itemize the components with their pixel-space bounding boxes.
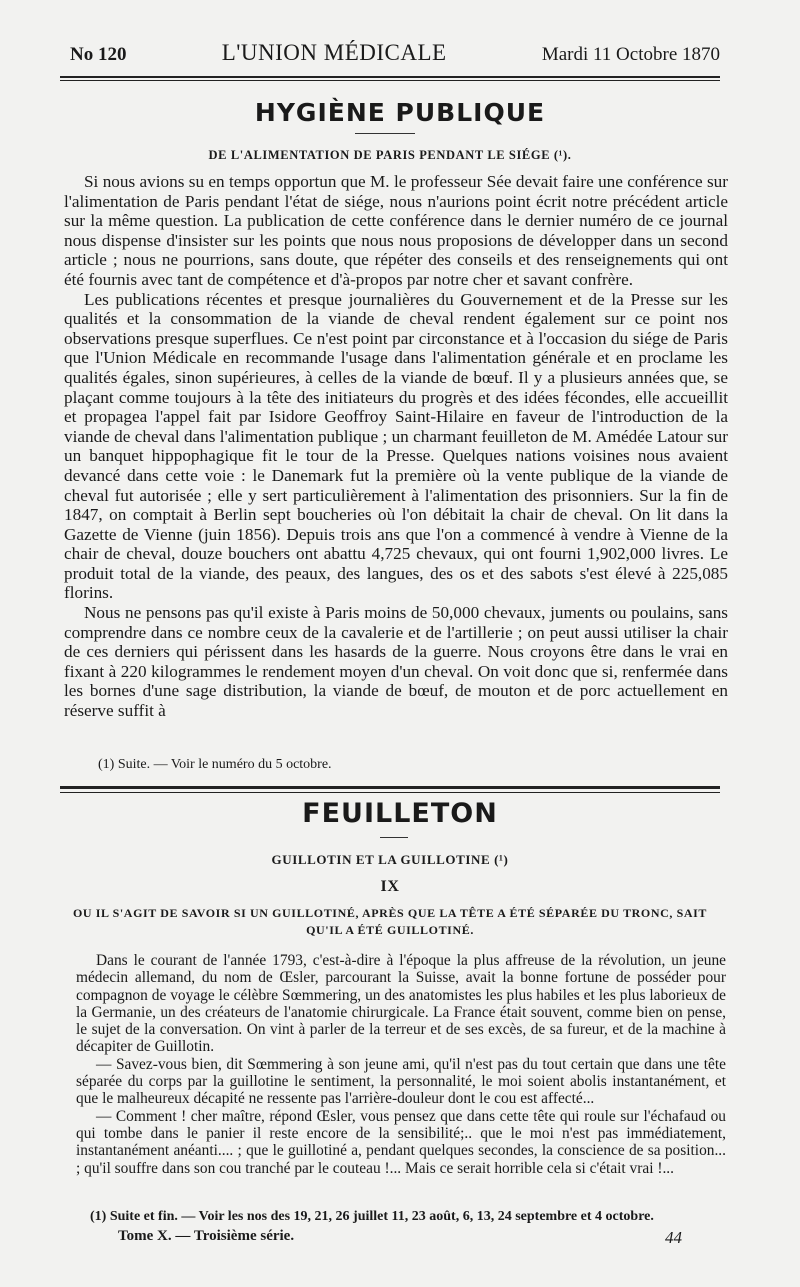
section-title-feuilleton: FEUILLETON	[302, 798, 498, 829]
page-number: 44	[665, 1228, 682, 1247]
section-divider	[60, 786, 720, 789]
title-underline	[355, 133, 415, 134]
header-rule-thin	[60, 80, 720, 81]
paragraph: Les publications récentes et presque journalières du Gouvernement et de la Presse sur les qualités et la consommation de la viande de cheval rendent également sur ce point nos observations presque superflues. Ce n'est point par circonstance et à l'occasion du siége de Paris que l'Union Médicale en recommande l'usage dans l'alimentation générale et en proclame les qualités égales, sinon supérieures, à celles de la viande de bœuf. Il y a plusieurs années que, se plaçant comme toujours à la tête des initiateurs du progrès et des idées fécondes, elle accueillit et propagea l'appel fait par Isidore Geoffroy Saint-Hilaire en faveur de l'introduction de la viande de cheval dans l'alimentation publique ; un charmant feuilleton de M. Amédée Latour sur un banquet hippophagique fit le tour de la Presse. Quelques nations voisines nous avaient devancé dans cette voie : le Danemark fut la première où la vente publique de la viande de cheval fut autorisée ; elle y sert particulièrement à l'alimentation des prisonniers. Sur la fin de 1847, on comptait à Berlin sept boucheries où l'on débitait la chair de cheval. On lit dans la Gazette de Vienne (juin 1856). Depuis trois ans que l'on a commencé à vendre à Vienne de la chair de cheval, douze bouchers ont abattu 4,725 chevaux, qui ont fourni 1,902,000 livres. Le produit total de la viande, des peaux, des langues, des os et des sabots s'est élevé à 225,085 florins.	[64, 289, 728, 603]
footnote: (1) Suite et fin. — Voir les nos des 19, 21, 26 juillet 11, 23 août, 6, 13, 24 septembre et 4 octobre.	[90, 1209, 654, 1224]
header-rule	[60, 76, 720, 78]
feuilleton-subtitle: GUILLOTIN ET LA GUILLOTINE (¹)	[271, 852, 509, 867]
feuilleton-body	[76, 952, 726, 1177]
chapter-title: OU IL S'AGIT DE SAVOIR SI UN GUILLOTINÉ, APRÈS QUE LA TÊTE A ÉTÉ SÉPARÉE DU TRONC, SAIT QU'IL A ÉTÉ GUILLOTINÉ.	[72, 906, 708, 937]
article-subtitle: DE L'ALIMENTATION DE PARIS PENDANT LE SIÉGE (¹).	[208, 148, 572, 162]
issue-number: No 120	[70, 44, 127, 65]
footnote: (1) Suite. — Voir le numéro du 5 octobre.	[98, 757, 332, 772]
masthead	[70, 40, 720, 66]
page-footer	[118, 1228, 682, 1248]
paragraph: Dans le courant de l'année 1793, c'est-à-dire à l'époque la plus affreuse de la révolution, un jeune médecin allemand, du nom de Œsler, parcourant la Suisse, avait la bonne fortune de posséder pour compagnon de voyage le célèbre Sœmmering, un des anatomistes les plus habiles et les plus laborieux de la Germanie, un des créateurs de l'anatomie chirurgicale. La France était souvent, comme bien on pense, le sujet de la conversation. On vint à parler de la terreur et de ses excès, de sa fureur, et de la machine à décapiter de Guillotin.	[76, 952, 726, 1056]
journal-title: L'UNION MÉDICALE	[221, 40, 447, 65]
paragraph: Si nous avions su en temps opportun que M. le professeur Sée devait faire une conférence sur l'alimentation de Paris pendant l'état de siége, nous n'aurions point écrit notre précédent article sur la même question. La publication de cette conférence dans le dernier numéro de ce journal nous dispense d'insister sur les points que nous nous proposions de développer dans un second article ; nous ne pourrions, sans doute, que répéter des conseils et des renseignements qui ont été fournis avec tant de compétence et d'à-propos par notre cher et savant confrère.	[64, 172, 728, 289]
chapter-number: IX	[380, 878, 400, 895]
paragraph: — Comment ! cher maître, répond Œsler, vous pensez que dans cette tête qui roule sur l'échafaud ou qui tombe dans le panier il reste encore de la sensibilité;.. que le moi n'est pas immédiatement, instantanément anéanti.... ; que le guillotiné a, pendant quelques secondes, la conscience de sa position... ; qu'il souffre dans son cou tranché par le couteau !... Mais ce serait horrible cela si c'était vrai !...	[76, 1107, 726, 1177]
issue-date: Mardi 11 Octobre 1870	[541, 44, 720, 65]
volume-label: Tome X. — Troisième série.	[118, 1228, 295, 1244]
section-divider-thin	[60, 792, 720, 793]
article-body	[64, 172, 728, 721]
paragraph: — Savez-vous bien, dit Sœmmering à son jeune ami, qu'il n'est pas du tout certain que dans une tête séparée du corps par la guillotine le sentiment, la personnalité, le moi soient abolis instantanément, et que le malheureux décapité ne ressente pas l'arrière-douleur dont le cou est affecté...	[76, 1055, 726, 1108]
title-underline	[380, 837, 408, 838]
section-title-hygiene: HYGIÈNE PUBLIQUE	[254, 98, 546, 127]
paragraph: Nous ne pensons pas qu'il existe à Paris moins de 50,000 chevaux, juments ou poulains, sans comprendre dans ce nombre ceux de la cavalerie et de l'artillerie ; on peut aussi utiliser la chair de ces derniers qui périssent dans les hasards de la guerre. Nous croyons être dans le vrai en fixant à 220 kilogrammes le rendement moyen d'un cheval. On voit donc que si, renfermée dans les bornes d'une sage distribution, la viande de bœuf, de mouton et de porc actuellement en réserve suffit à	[64, 603, 728, 721]
